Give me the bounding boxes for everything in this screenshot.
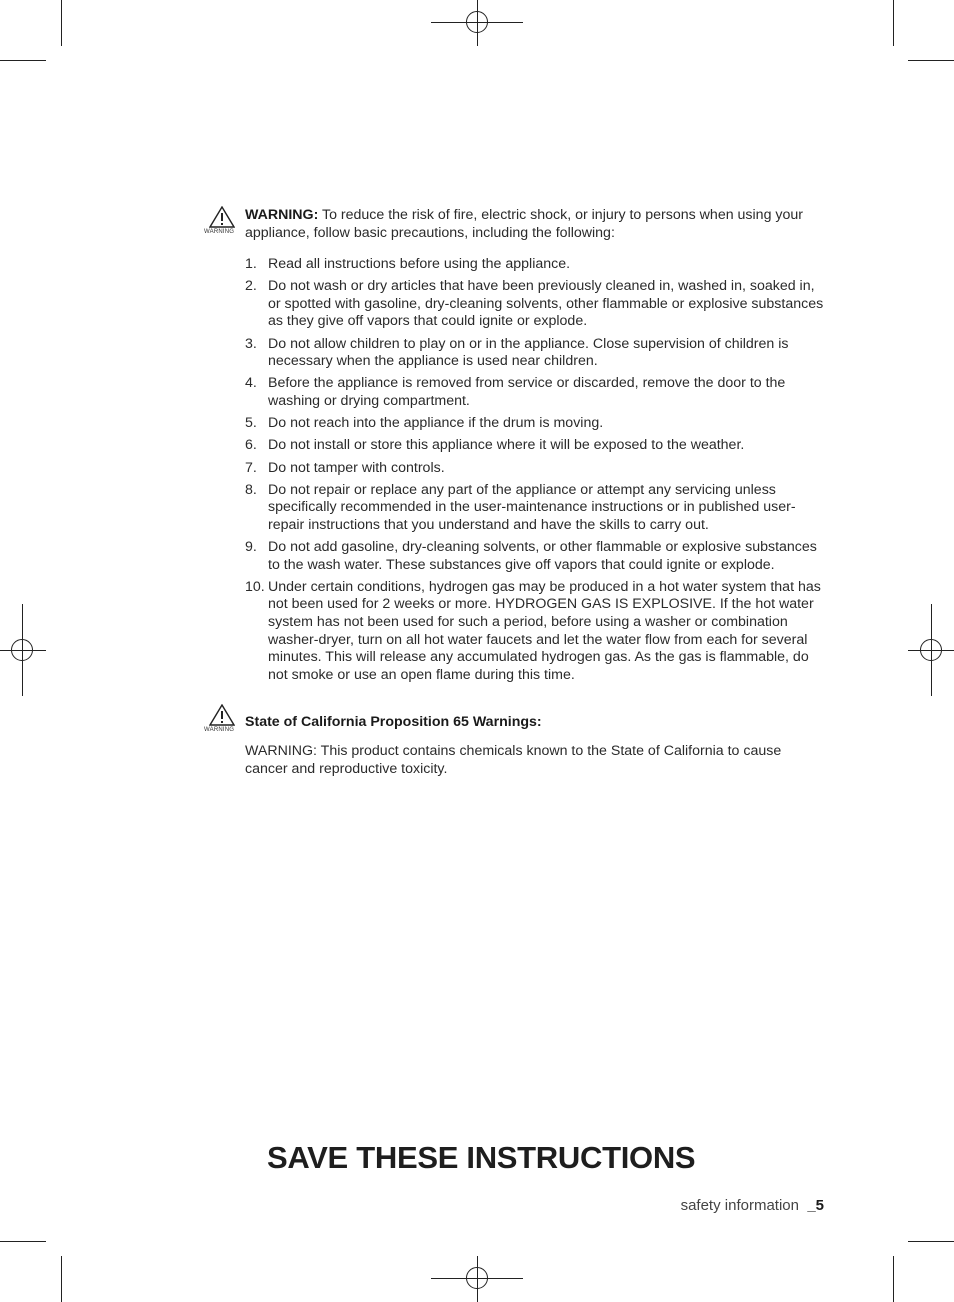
crop-mark xyxy=(61,0,62,46)
item-number: 3. xyxy=(245,335,257,352)
warning-icon-label: WARNING xyxy=(204,229,235,235)
prop65-warning xyxy=(204,704,824,731)
list-item xyxy=(245,375,825,410)
item-text: Read all instructions before using the appliance. xyxy=(268,256,571,272)
list-item xyxy=(245,539,825,574)
item-text: Under certain conditions, hydrogen gas may be produced in a hot water system that has not been used for 2 weeks or more. HYDROGEN GAS IS EXPLOSIVE. If the hot water system has not been used for such a period, before using a washer or combination washer-dryer, turn on all hot water faucets and let the water flow from each for several minutes. This will release any accumulated hydrogen gas. As the gas is flammable, do not smoke or use an open flame during this time. xyxy=(268,578,821,683)
crop-mark xyxy=(0,1241,46,1242)
list-item xyxy=(245,482,825,535)
item-text: Do not reach into the appliance if the drum is moving. xyxy=(268,415,604,432)
prop65-title-wrap xyxy=(245,704,824,731)
save-instructions-heading: SAVE THESE INSTRUCTIONS xyxy=(267,1140,696,1175)
crop-mark xyxy=(893,1256,894,1302)
crop-mark xyxy=(908,60,954,61)
item-text: Before the appliance is removed from service or discarded, remove the door to the washing or drying compartment. xyxy=(268,375,786,409)
prop65-title: State of California Proposition 65 Warnings: xyxy=(245,714,542,730)
item-number: 4. xyxy=(245,375,257,392)
registration-mark xyxy=(466,1267,488,1289)
item-number: 1. xyxy=(245,256,257,272)
item-text: Do not repair or replace any part of the appliance or attempt any servicing unless specifically recommended in the user-maintenance instructions or in published user-repair instructions that you understand and have the skills to carry out. xyxy=(268,481,796,533)
page-number: _5 xyxy=(807,1197,824,1214)
precautions-list xyxy=(245,256,825,689)
registration-mark xyxy=(466,11,488,33)
prop65-body: WARNING: This product contains chemicals known to the State of California to cause cancer and reproductive toxicity. xyxy=(245,743,782,777)
list-item xyxy=(245,460,825,478)
item-text: Do not tamper with controls. xyxy=(268,459,445,476)
crop-mark xyxy=(908,1241,954,1242)
crop-mark xyxy=(61,1256,62,1302)
list-item xyxy=(245,579,825,685)
warning-icon-label: WARNING xyxy=(204,727,235,733)
footer-section: safety information xyxy=(680,1197,799,1214)
crop-mark xyxy=(0,60,46,61)
item-number: 6. xyxy=(245,437,257,454)
item-number: 5. xyxy=(245,415,257,432)
warning-triangle-icon xyxy=(204,704,242,740)
warning-lead: WARNING: xyxy=(245,207,319,223)
item-number: 9. xyxy=(245,539,257,556)
item-text: Do not add gasoline, dry-cleaning solvents, or other flammable or explosive substances to the wash water. These substances give off vapors that could ignite or explode. xyxy=(268,539,817,573)
item-text: Do not wash or dry articles that have been previously cleaned in, washed in, soaked in, or spotted with gasoline, dry-cleaning solvents, other flammable or explosive substances as they give off vapors that could ignite or explode. xyxy=(268,278,824,330)
item-number: 8. xyxy=(245,481,257,498)
warning-body: To reduce the risk of fire, electric shock, or injury to persons when using your appliance, follow basic precautions, including the following: xyxy=(245,207,803,241)
list-item xyxy=(245,437,825,455)
list-item xyxy=(245,336,825,371)
warning-triangle-icon xyxy=(209,206,235,228)
warning-triangle-icon xyxy=(209,704,235,726)
list-item xyxy=(245,256,825,274)
crop-mark xyxy=(893,0,894,46)
page-footer xyxy=(681,1197,824,1214)
item-text: Do not allow children to play on or in the appliance. Close supervision of children is necessary when the appliance is used near children. xyxy=(268,335,789,370)
registration-mark xyxy=(11,639,33,661)
main-warning xyxy=(204,206,824,242)
list-item xyxy=(245,278,825,331)
item-number: 2. xyxy=(245,278,257,295)
warning-triangle-icon xyxy=(204,206,242,242)
item-number: 7. xyxy=(245,459,257,476)
item-number: 10. xyxy=(245,578,265,595)
list-item xyxy=(245,415,825,433)
item-text: Do not install or store this appliance where it will be exposed to the weather. xyxy=(268,437,745,454)
main-warning-text xyxy=(245,206,824,242)
registration-mark xyxy=(920,639,942,661)
